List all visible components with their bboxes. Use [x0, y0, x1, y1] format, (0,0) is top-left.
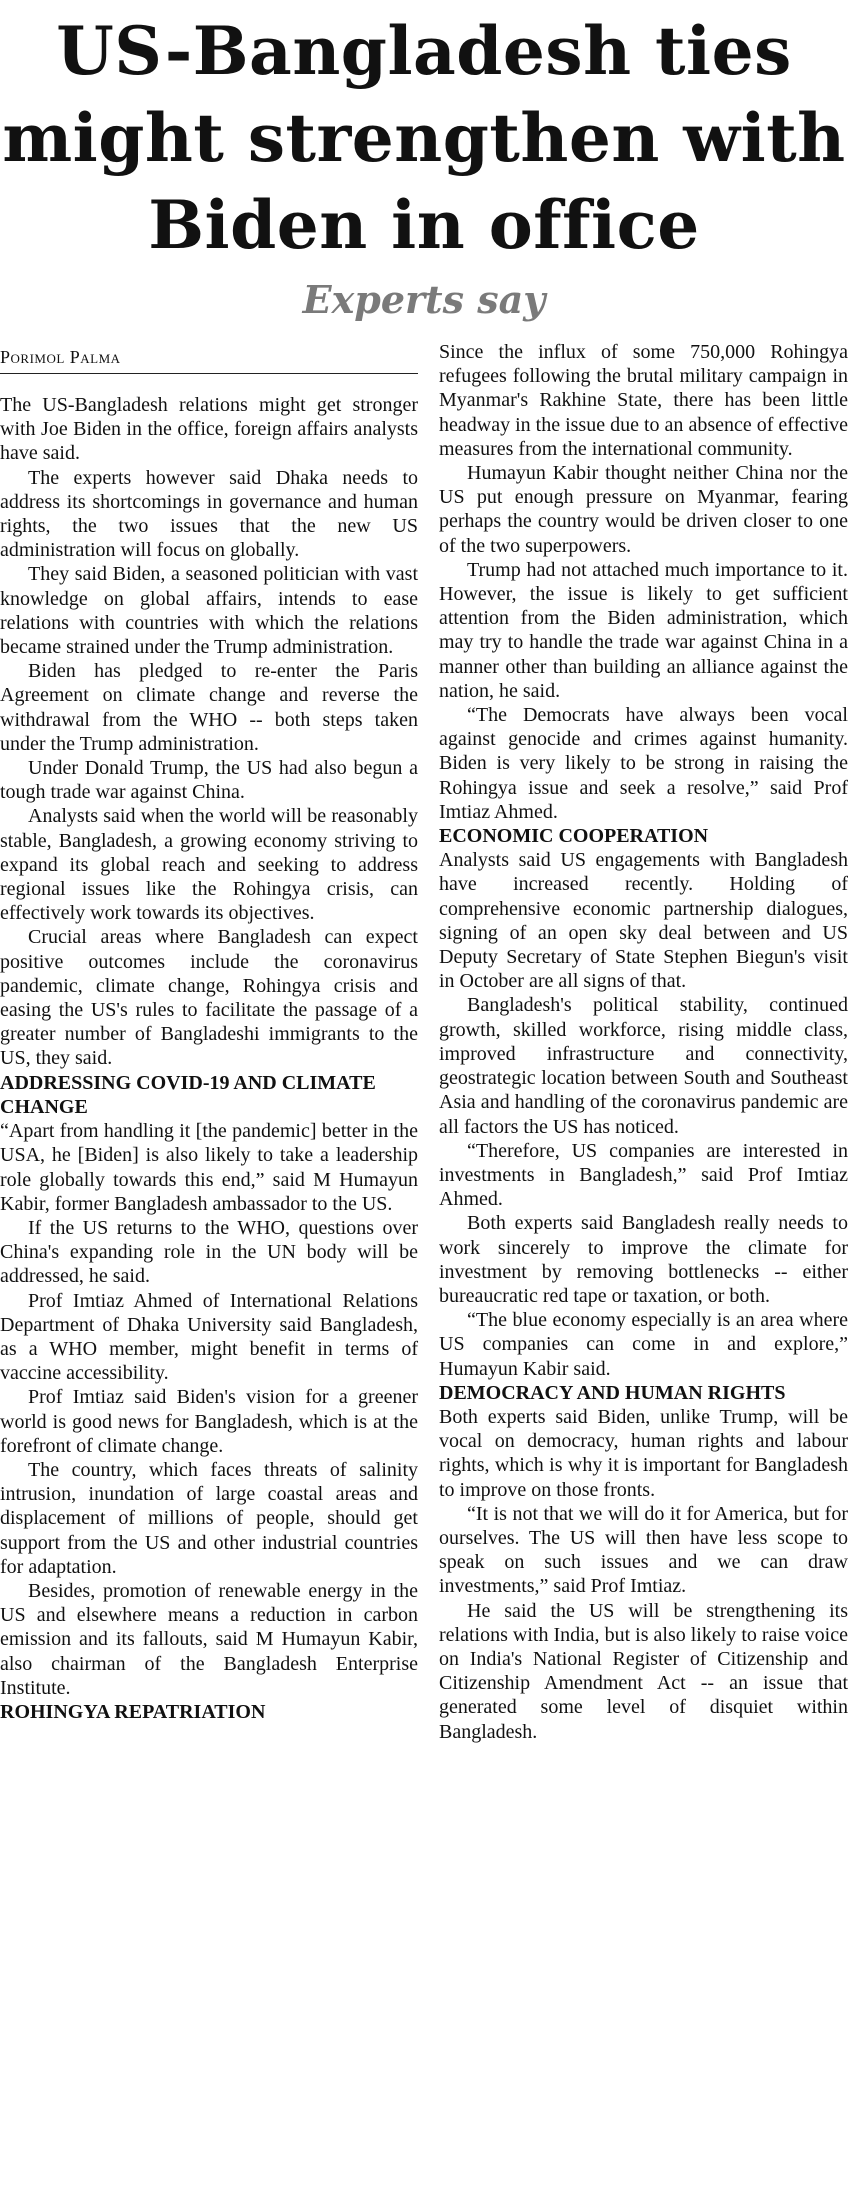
section-heading: ROHINGYA REPATRIATION	[0, 1700, 266, 1723]
article-paragraph: Trump had not attached much importance to it. However, the issue is likely to get sufficient attention from the Biden administration, which may try to handle the trade war against China in a manner other than building an alliance against the nation, he said.	[439, 558, 848, 702]
article-paragraph: Since the influx of some 750,000 Rohingya refugees following the brutal military campaign in Myanmar's Rakhine State, there has been little headway in the issue due to an absence of effective measures from the international community.	[439, 341, 848, 460]
article-paragraph: “The Democrats have always been vocal against genocide and crimes against humanity. Biden is very likely to be strong in raising the Rohingya issue and seek a resolve,” said Prof Imtiaz Ahmed.	[439, 704, 848, 823]
article-paragraph: The country, which faces threats of salinity intrusion, inundation of large coastal areas and displacement of millions of people, should get support from the US and other industrial countries for adaptation.	[0, 1458, 418, 1578]
subheadline: Experts say	[302, 277, 546, 322]
article-paragraph: Prof Imtiaz Ahmed of International Relations Department of Dhaka University said Bangladesh, as a WHO member, might benefit in terms of vaccine accessibility.	[0, 1289, 418, 1385]
article-column-left	[0, 393, 418, 1724]
article-column-right	[439, 340, 848, 1744]
article-paragraph: He said the US will be strengthening its relations with India, but is also likely to raise voice on India's National Register of Citizenship and Citizenship Amendment Act -- an issue that generated some level of disquiet within Bangladesh.	[439, 1599, 848, 1743]
section-heading: DEMOCRACY AND HUMAN RIGHTS	[439, 1381, 786, 1404]
headline	[0, 8, 848, 269]
article-paragraph: Both experts said Bangladesh really needs to work sincerely to improve the climate for investment by removing bottlenecks -- either bureaucratic red tape or taxation, or both.	[439, 1212, 848, 1307]
article-paragraph: Besides, promotion of renewable energy in the US and elsewhere means a reduction in carbon emission and its fallouts, said M Humayun Kabir, also chairman of the Bangladesh Enterprise Institute.	[0, 1579, 418, 1699]
article-paragraph: The US-Bangladesh relations might get stronger with Joe Biden in the office, foreign affairs analysts have said.	[0, 394, 418, 465]
article-paragraph: The experts however said Dhaka needs to address its shortcomings in governance and human rights, the two issues that the new US administration will focus on globally.	[0, 466, 418, 562]
article-paragraph: Analysts said US engagements with Bangladesh have increased recently. Holding of comprehensive economic partnership dialogues, signing of an open sky deal between and US Deputy Secretary of State Stephen Biegun's visit in October are all signs of that.	[439, 849, 848, 993]
article-paragraph: Biden has pledged to re-enter the Paris Agreement on climate change and reverse the withdrawal from the WHO -- both steps taken under the Trump administration.	[0, 660, 418, 755]
byline-divider	[0, 373, 418, 374]
headline-line: Biden in office	[148, 186, 700, 264]
article-paragraph: Under Donald Trump, the US had also begun a tough trade war against China.	[0, 757, 418, 804]
article-paragraph: Bangladesh's political stability, continued growth, skilled workforce, rising middle class, improved infrastructure and connectivity, geostrategic location between South and Southeast Asia and handling of the coronavirus pandemic are all factors the US has noticed.	[439, 994, 848, 1138]
headline-line: US-Bangladesh ties	[56, 12, 792, 90]
article-paragraph: Both experts said Biden, unlike Trump, will be vocal on democracy, human rights and labour rights, which is why it is important for Bangladesh to improve on those fronts.	[439, 1405, 848, 1501]
article-paragraph: “It is not that we will do it for America, but for ourselves. The US will then have less scope to speak on such issues and we can draw investments,” said Prof Imtiaz.	[439, 1502, 848, 1598]
byline: Porimol Palma	[0, 347, 121, 367]
article-paragraph: They said Biden, a seasoned politician with vast knowledge on global affairs, intends to ease relations with countries with which the relations became strained under the Trump administration.	[0, 563, 418, 659]
article-paragraph: Humayun Kabir thought neither China nor the US put enough pressure on Myanmar, fearing perhaps the country would be driven closer to one of the two superpowers.	[439, 462, 848, 557]
article-paragraph: “The blue economy especially is an area where US companies can come in and explore,” Humayun Kabir said.	[439, 1309, 848, 1380]
article-paragraph: Crucial areas where Bangladesh can expect positive outcomes include the coronavirus pandemic, climate change, Rohingya crisis and easing the US's rules to facilitate the passage of a greater number of Bangladeshi immigrants to the US, they said.	[0, 926, 418, 1070]
article-paragraph: If the US returns to the WHO, questions over China's expanding role in the UN body will be addressed, he said.	[0, 1216, 418, 1288]
article-paragraph: “Therefore, US companies are interested in investments in Bangladesh,” said Prof Imtiaz Ahmed.	[439, 1139, 848, 1211]
article-paragraph: Analysts said when the world will be reasonably stable, Bangladesh, a growing economy striving to expand its global reach and seeking to address regional issues like the Rohingya crisis, can effectively work towards its objectives.	[0, 805, 418, 925]
headline-line: might strengthen with	[2, 99, 846, 177]
article-paragraph: Prof Imtiaz said Biden's vision for a greener world is good news for Bangladesh, which is at the forefront of climate change.	[0, 1386, 418, 1457]
section-heading: ECONOMIC COOPERATION	[439, 825, 709, 848]
article-paragraph: “Apart from handling it [the pandemic] better in the USA, he [Biden] is also likely to take a leadership role globally towards this end,” said M Humayun Kabir, former Bangladesh ambassador to the US.	[0, 1120, 418, 1215]
section-heading: ADDRESSING COVID-19 AND CLIMATE CHANGE	[0, 1071, 376, 1118]
